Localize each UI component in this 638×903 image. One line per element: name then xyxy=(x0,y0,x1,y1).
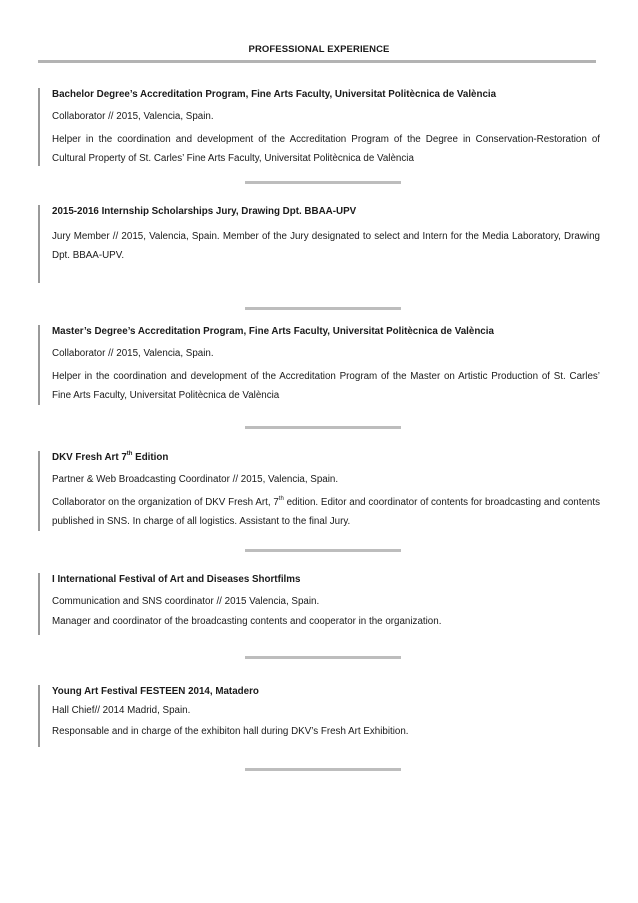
entry-description: Helper in the coordination and development of the Accreditation Program of the Degree in Conservation-Restoration of Cultural Property of St. Carles’ Fine Arts Faculty, Universitat Politècnica de València xyxy=(52,134,600,164)
entry-description xyxy=(52,493,600,531)
entry-title-text: DKV Fresh Art 7 xyxy=(52,452,127,463)
entry-description-text: Collaborator on the organization of DKV Fresh Art, 7 xyxy=(52,497,279,508)
experience-entry xyxy=(38,685,600,741)
entry-left-bar xyxy=(38,685,40,747)
entry-role: Collaborator // 2015, Valencia, Spain. xyxy=(52,348,214,359)
experience-entry xyxy=(38,205,600,265)
entry-description: Responsable and in charge of the exhibiton hall during DKV’s Fresh Art Exhibition. xyxy=(52,726,409,737)
entry-separator xyxy=(245,181,401,184)
ordinal-suffix: th xyxy=(278,496,284,502)
entry-role: Collaborator // 2015, Valencia, Spain. xyxy=(52,111,214,122)
entry-title: Young Art Festival FESTEEN 2014, Matadero xyxy=(52,686,259,697)
section-title: PROFESSIONAL EXPERIENCE xyxy=(248,44,390,55)
entry-separator xyxy=(245,656,401,659)
entry-description: Jury Member // 2015, Valencia, Spain. Member of the Jury designated to select and Intern for the Media Laboratory, Drawing Dpt. BBAA-UPV. xyxy=(52,231,600,261)
title-divider xyxy=(38,60,596,63)
entry-separator xyxy=(245,549,401,552)
entry-title: Bachelor Degree’s Accreditation Program, Fine Arts Faculty, Universitat Politècnica de València xyxy=(52,89,497,100)
ordinal-suffix: th xyxy=(126,451,133,457)
entry-role: Communication and SNS coordinator // 2015 Valencia, Spain. xyxy=(52,596,320,607)
entry-description-text: edition. Editor and coordinator of contents for broadcasting and contents published in SNS. In charge of all logistics. Assistant to the final Jury. xyxy=(52,497,600,527)
entry-role: Hall Chief// 2014 Madrid, Spain. xyxy=(52,705,191,716)
experience-entry xyxy=(38,325,600,405)
entry-title: 2015-2016 Internship Scholarships Jury, Drawing Dpt. BBAA-UPV xyxy=(52,206,357,217)
entry-separator xyxy=(245,426,401,429)
entry-description: Helper in the coordination and development of the Accreditation Program of the Master on Artistic Production of St. Carles’ Fine Arts Faculty, Universitat Politècnica de València xyxy=(52,371,600,401)
experience-entry xyxy=(38,573,600,631)
experience-entry xyxy=(38,451,600,531)
entry-left-bar xyxy=(38,451,40,531)
experience-entry xyxy=(38,88,600,168)
entry-role: Partner & Web Broadcasting Coordinator // 2015, Valencia, Spain. xyxy=(52,474,339,485)
entry-title-text: Edition xyxy=(132,452,169,463)
entry-left-bar xyxy=(38,573,40,635)
entry-separator xyxy=(245,768,401,771)
entry-title: I International Festival of Art and Diseases Shortfilms xyxy=(52,574,301,585)
entry-left-bar xyxy=(38,205,40,283)
entry-title: Master’s Degree’s Accreditation Program, Fine Arts Faculty, Universitat Politècnica de València xyxy=(52,326,494,337)
entry-description: Manager and coordinator of the broadcasting contents and cooperator in the organization. xyxy=(52,616,442,627)
entry-title xyxy=(52,451,600,465)
entry-left-bar xyxy=(38,88,40,166)
entry-separator xyxy=(245,307,401,310)
entry-left-bar xyxy=(38,325,40,405)
